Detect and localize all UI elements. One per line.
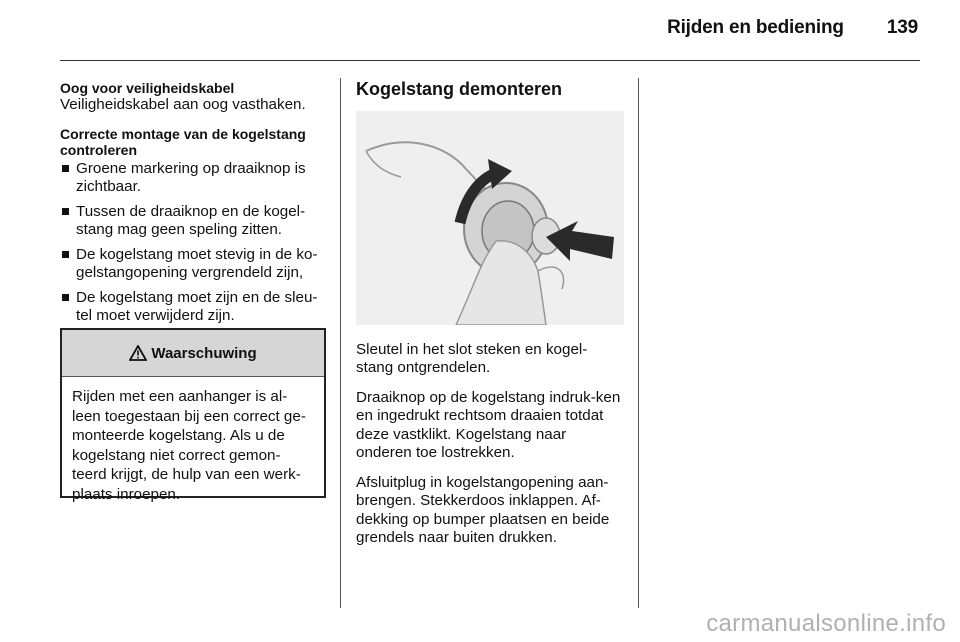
- list-item: De kogelstang moet zijn en de sleu-tel moet verwijderd zijn.: [60, 289, 326, 326]
- warning-header: [62, 330, 324, 377]
- subheading-check-mounting: Correcte montage van de kogelstang controleren: [60, 125, 306, 158]
- check-list: [60, 160, 326, 326]
- warning-title: Waarschuwing: [151, 344, 257, 362]
- subheading-safety-cable: Oog voor veiligheidskabel: [60, 80, 235, 96]
- page-number: 139: [886, 17, 918, 38]
- bullet-square-icon: [62, 165, 69, 172]
- bullet-square-icon: [62, 294, 69, 301]
- list-item: Tussen de draaiknop en de kogel-stang mag geen speling zitten.: [60, 203, 326, 240]
- page-title: Rijden en bediening: [667, 17, 844, 38]
- tow-bar-removal-illustration: [356, 111, 624, 325]
- paragraph-unlock: Sleutel in het slot steken en kogel-stang ontgrendelen.: [356, 340, 588, 376]
- paragraph-rotate: Draaiknop op de kogelstang indruk-ken en ingedrukt rechtsom draaien totdat deze vastklikt. Kogelstang naar onderen toe lostrekken.: [356, 388, 621, 461]
- column-divider-left: [340, 78, 341, 608]
- right-column: [356, 80, 624, 559]
- warning-triangle-icon: [129, 345, 147, 361]
- header-rule: [60, 60, 920, 61]
- column-divider-right: [638, 78, 639, 608]
- bullet-square-icon: [62, 208, 69, 215]
- bullet-square-icon: [62, 251, 69, 258]
- warning-text: Rijden met een aanhanger is al-leen toegestaan bij een correct ge-monteerde kogelstang. Als u de kogelstang niet correct gemon-teerd krijgt, de hulp van een werk-plaats inroepen.: [72, 388, 306, 503]
- left-column: [60, 80, 326, 332]
- section-title: Kogelstang demonteren: [356, 79, 563, 99]
- paragraph-close-plug: Afsluitplug in kogelstangopening aan-brengen. Stekkerdoos inklappen. Af-dekking op bumper plaatsen en beide grendels naar buiten drukken.: [356, 473, 610, 546]
- list-item: Groene markering op draaiknop is zichtbaar.: [60, 160, 326, 197]
- list-item: De kogelstang moet stevig in de ko-gelstangopening vergrendeld zijn,: [60, 246, 326, 283]
- warning-box: [60, 328, 326, 503]
- paragraph-safety-cable: Veiligheidskabel aan oog vasthaken.: [60, 96, 306, 113]
- watermark: carmanualsonline.info: [706, 610, 946, 637]
- page-header: [667, 17, 918, 39]
